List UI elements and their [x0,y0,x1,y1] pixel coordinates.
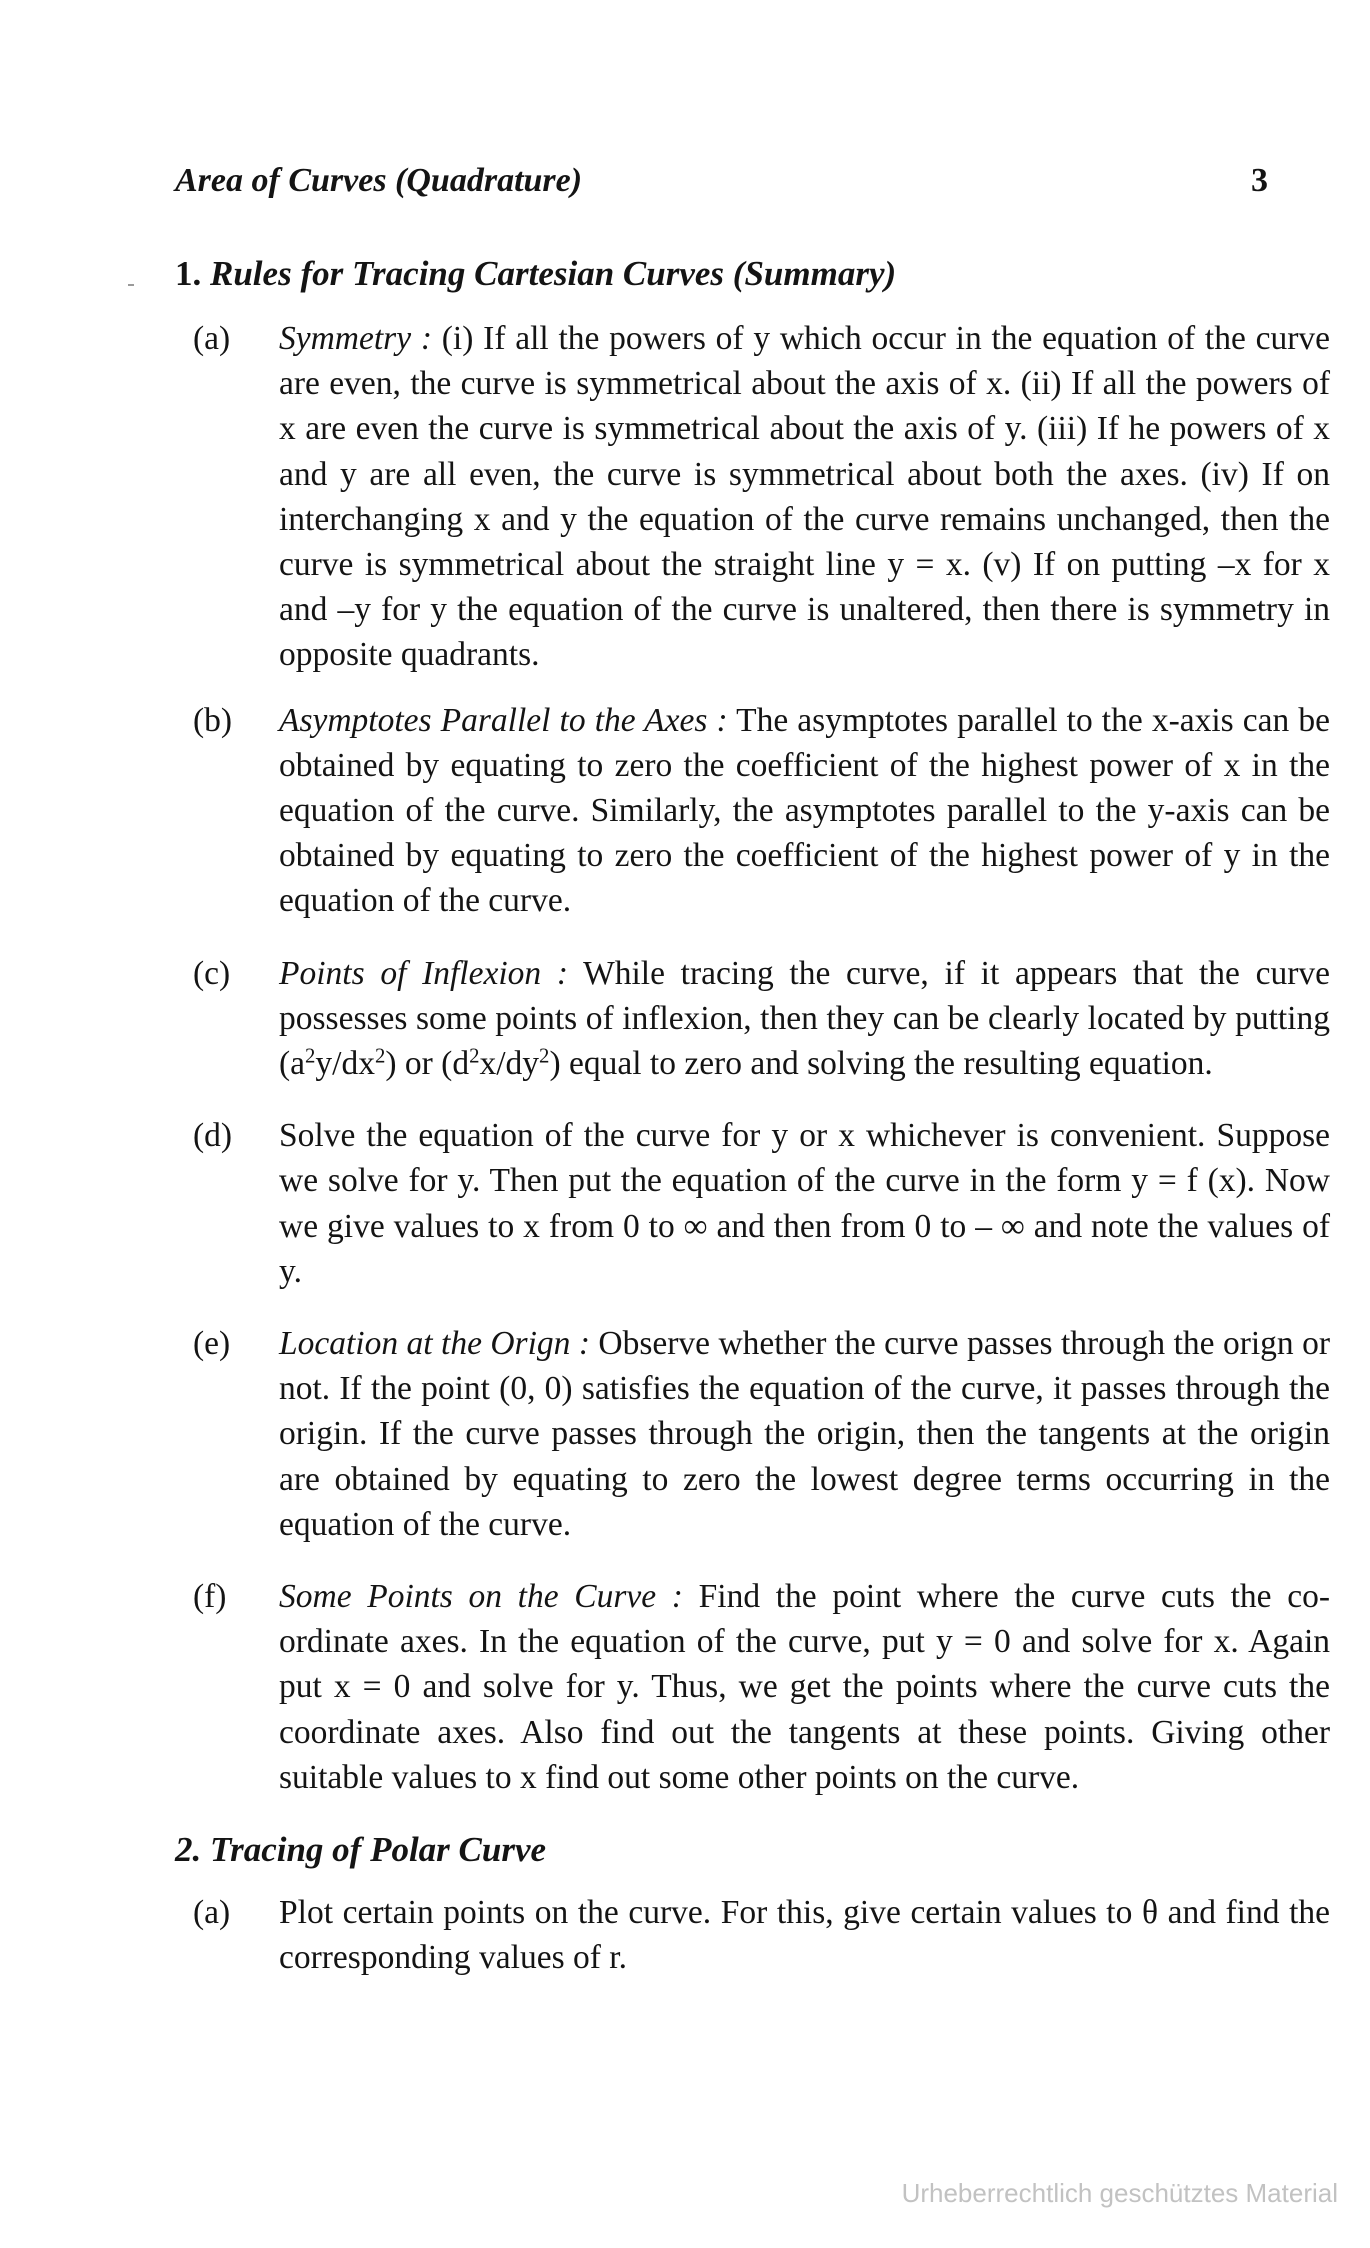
section-1-number: 1. [175,254,202,293]
section-2-heading [175,1826,1330,1874]
list-item-points-on-curve [175,1574,1330,1800]
list-item-origin [175,1321,1330,1547]
item-label: (c) [193,954,231,992]
page-number: 3 [1251,162,1268,199]
item-lead: Location at the Orign : [279,1325,590,1363]
superscript: 2 [305,1044,316,1068]
item-body [279,316,1330,678]
list-item-symmetry [175,316,1330,678]
section-1-title: Rules for Tracing Cartesian Curves (Summary) [210,254,897,293]
item-label: (a) [193,1894,231,1932]
superscript: 2 [539,1044,550,1068]
list-item-asymptotes [175,698,1330,924]
item-lead: Asymptotes Parallel to the Axes : [279,701,728,739]
item-body [279,951,1330,1087]
list-item-solve-equation [175,1113,1330,1294]
watermark: Urheberrechtlich geschütztes Material [901,2178,1338,2208]
item-text: Solve the equation of the curve for y or x whichever is convenient. Suppose we solve for y. Then put the equation of the curve in the form y = f (x). Now we give values to x from 0 to ∞ and then from 0 to – ∞ and note the values of y. [279,1117,1330,1290]
item-text: Observe whether the curve passes through the orign or not. If the point (0, 0) satisfies the equation of the curve, it passes through the origin. If the curve passes through the origin, then the tangents at the origin are obtained by equating to zero the lowest degree terms occurring in the equation of the curve. [279,1325,1330,1543]
item-label: (d) [193,1117,233,1155]
item-label: (a) [193,320,231,357]
section-2-title: Tracing of Polar Curve [210,1830,547,1870]
item-body [279,698,1330,924]
superscript: 2 [469,1044,480,1068]
item-text-mid: ) or (d [385,1045,470,1083]
item-lead: Symmetry : [279,320,433,357]
item-lead: Some Points on the Curve : [279,1578,683,1616]
item-text-after: ) equal to zero and solving the resulting equation. [549,1045,1213,1083]
item-text-mid: y/dx [315,1045,375,1083]
item-text: Find the point where the curve cuts the co-ordinate axes. In the equation of the curve, put y = 0 and solve for x. Again put x = 0 and solve for y. Thus, we get the points where the curve cuts the coordinate axes. Also find out the tangents at these points. Giving other suitable values to x find out some other points on the curve. [279,1578,1330,1796]
margin-mark [128,284,134,286]
item-body [279,1890,1330,1980]
item-body [279,1321,1330,1547]
item-text: (i) If all the powers of y which occur in the equation of the curve are even, the curve is symmetrical about the axis of x. (ii) If all the powers of x are even the curve is symmetrical about the axis of y. (iii) If he powers of x and y are all even, the curve is symmetrical about both the axes. (iv) If on interchanging x and y the equation of the curve remains unchanged, then the curve is symmetrical about the straight line y = x. (v) If on putting –x for x and –y for y the equation of the curve is unaltered, then there is symmetry in opposite quadrants. [279,320,1331,674]
item-body [279,1113,1330,1294]
running-header [175,162,1268,200]
item-body [279,1574,1330,1800]
superscript: 2 [374,1044,386,1068]
item-text: The asymptotes parallel to the x-axis can be obtained by equating to zero the coefficient of the highest power of x in the equation of the curve. Similarly, the asymptotes parallel to the y-axis can be obtained by equating to zero the coefficient of the highest power of y in the equation of the curve. [279,701,1330,920]
section-1-heading [175,250,1330,298]
item-text-before: While tracing the curve, if it appears that the curve possesses some points of inflexion, then they can be clearly located by putting (a [279,954,1330,1083]
running-title: Area of Curves (Quadrature) [175,162,583,199]
item-text-mid: x/dy [479,1045,540,1083]
item-label: (e) [193,1325,231,1363]
item-lead: Points of Inflexion : [279,954,569,992]
item-text: Plot certain points on the curve. For this, give certain values to θ and find the corresponding values of r. [279,1894,1330,1977]
list-item-plot-points [175,1890,1330,1980]
page-content [175,250,1330,1981]
item-label: (b) [193,701,233,739]
list-item-inflexion [175,951,1330,1087]
item-label: (f) [193,1578,227,1616]
section-2-number: 2. [175,1830,202,1870]
